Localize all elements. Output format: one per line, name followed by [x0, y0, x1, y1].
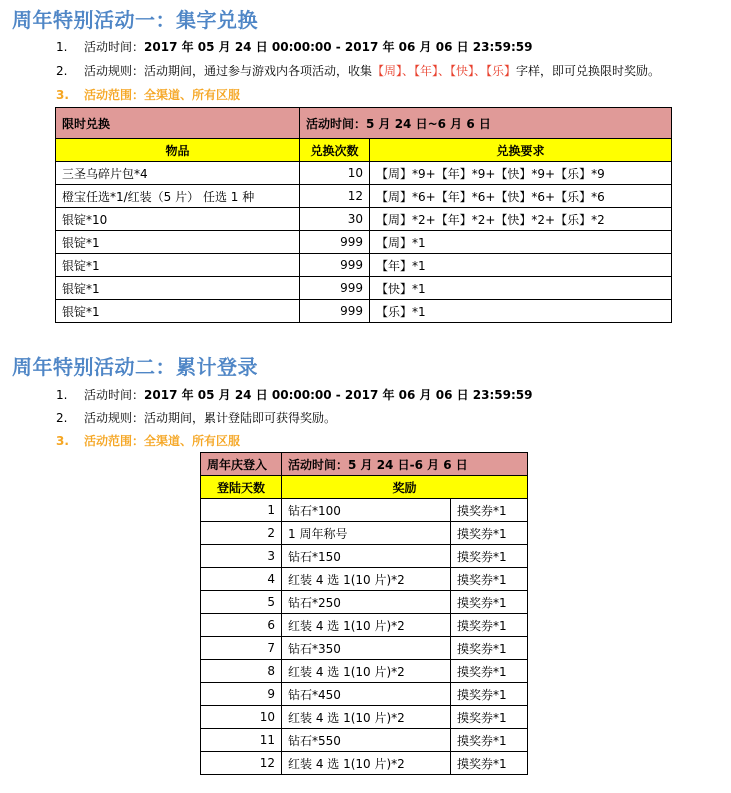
login-header-left: 周年庆登入: [201, 453, 282, 476]
table-row: 银锭*1 999 【周】*1: [56, 231, 672, 254]
section1-title: 周年特别活动一：集字兑换: [12, 8, 258, 32]
exchange-table: [55, 107, 672, 323]
s1-item-time: 1. 活动时间：2017 年 05 月 24 日 00:00:00 - 2017 年 06 月 06 日 23:59:59: [56, 40, 533, 54]
section2-title: 周年特别活动二：累计登录: [12, 355, 258, 379]
login-header-right: 活动时间：5 月 24 日-6 月 6 日: [282, 453, 528, 476]
col-req: 兑换要求: [370, 139, 672, 162]
s2-item-time: 1. 活动时间：2017 年 05 月 24 日 00:00:00 - 2017 年 06 月 06 日 23:59:59: [56, 388, 533, 402]
col-count: 兑换次数: [300, 139, 370, 162]
table-row: 6 红装 4 选 1(10 片)*2 摸奖券*1: [201, 614, 528, 637]
table-row: 8 红装 4 选 1(10 片)*2 摸奖券*1: [201, 660, 528, 683]
table-row: 银锭*10 30 【周】*2+【年】*2+【快】*2+【乐】*2: [56, 208, 672, 231]
s2-item-scope: 3. 活动范围：全渠道、所有区服: [56, 434, 241, 448]
table-row: 12 红装 4 选 1(10 片)*2 摸奖券*1: [201, 752, 528, 775]
table-row: 银锭*1 999 【年】*1: [56, 254, 672, 277]
table-row: 3 钻石*150 摸奖券*1: [201, 545, 528, 568]
table-row: 10 红装 4 选 1(10 片)*2 摸奖券*1: [201, 706, 528, 729]
table-row: 1 钻石*100 摸奖券*1: [201, 499, 528, 522]
table-row: 5 钻石*250 摸奖券*1: [201, 591, 528, 614]
table-row: 11 钻石*550 摸奖券*1: [201, 729, 528, 752]
login-table: [200, 452, 528, 775]
col-item: 物品: [56, 139, 300, 162]
s1-item-rule: 2. 活动规则：活动期间，通过参与游戏内各项活动，收集【周】、【年】、【快】、【乐】字样，即可兑换限时奖励。: [56, 64, 661, 78]
col-reward: 奖励: [282, 476, 528, 499]
table-row: 7 钻石*350 摸奖券*1: [201, 637, 528, 660]
table-row: 4 红装 4 选 1(10 片)*2 摸奖券*1: [201, 568, 528, 591]
table-row: 2 1 周年称号 摸奖券*1: [201, 522, 528, 545]
table-row: 橙宝任选*1/红装（5 片） 任选 1 种 12 【周】*6+【年】*6+【快】*6+【乐】*6: [56, 185, 672, 208]
s1-item-scope: 3. 活动范围：全渠道、所有区服: [56, 88, 241, 102]
table-row: 9 钻石*450 摸奖券*1: [201, 683, 528, 706]
exchange-header-left: 限时兑换: [56, 108, 300, 139]
table-row: 银锭*1 999 【乐】*1: [56, 300, 672, 323]
exchange-header-right: 活动时间：5 月 24 日~6 月 6 日: [300, 108, 672, 139]
table-row: 银锭*1 999 【快】*1: [56, 277, 672, 300]
table-row: 三圣乌碎片包*4 10 【周】*9+【年】*9+【快】*9+【乐】*9: [56, 162, 672, 185]
s2-item-rule: 2. 活动规则：活动期间，累计登陆即可获得奖励。: [56, 411, 337, 425]
col-day: 登陆天数: [201, 476, 282, 499]
